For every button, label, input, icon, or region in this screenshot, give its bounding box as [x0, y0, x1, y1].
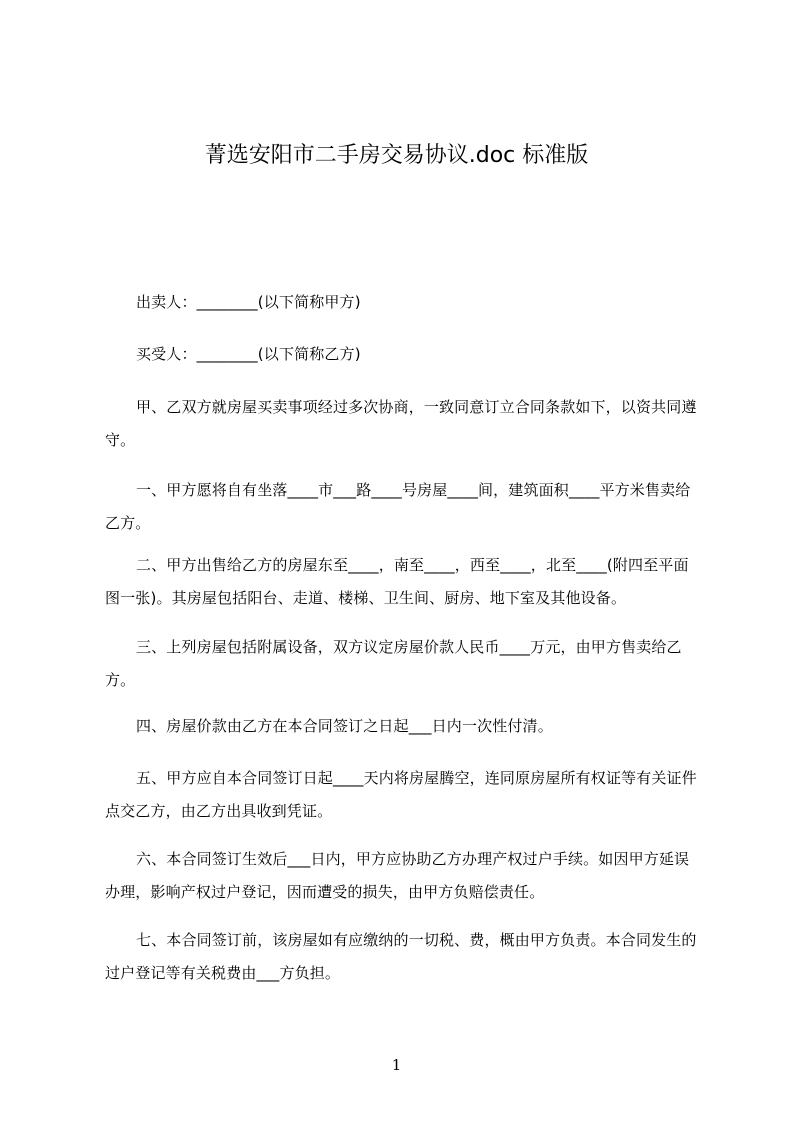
seller-line: 出卖人：________(以下简称甲方) [136, 293, 361, 311]
document-title: 菁选安阳市二手房交易协议.doc 标准版 [204, 143, 589, 168]
clause-4: 四、房屋价款由乙方在本合同签订之日起___日内一次性付清。 [136, 717, 553, 735]
clause-5: 五、甲方应自本合同签订日起____天内将房屋腾空，连同原房屋所有权证等有关证件点交乙方，由乙方出具收到凭证。 [105, 769, 697, 820]
buyer-line: 买受人：________(以下简称乙方) [136, 345, 361, 363]
clause-1: 一、甲方愿将自有坐落____市___路____号房屋____间，建筑面积____平方米售卖给乙方。 [105, 481, 691, 532]
agreement-intro: 甲、乙双方就房屋买卖事项经过多次协商，一致同意订立合同条款如下，以资共同遵守。 [105, 398, 697, 449]
clause-7: 七、本合同签订前，该房屋如有应缴纳的一切税、费，概由甲方负责。本合同发生的过户登记等有关税费由___方负担。 [105, 931, 697, 982]
clause-2: 二、甲方出售给乙方的房屋东至____，南至____，西至____，北至____(附四至平面图一张)。其房屋包括阳台、走道、楼梯、卫生间、厨房、地下室及其他设备。 [105, 556, 689, 607]
clause-3: 三、上列房屋包括附属设备，双方议定房屋价款人民币____万元，由甲方售卖给乙方。 [105, 638, 682, 689]
clause-6: 六、本合同签订生效后___日内，甲方应协助乙方办理产权过户手续。如因甲方延误办理，影响产权过户登记，因而遭受的损失，由甲方负赔偿责任。 [105, 850, 690, 901]
page-number: 1 [391, 1056, 402, 1074]
